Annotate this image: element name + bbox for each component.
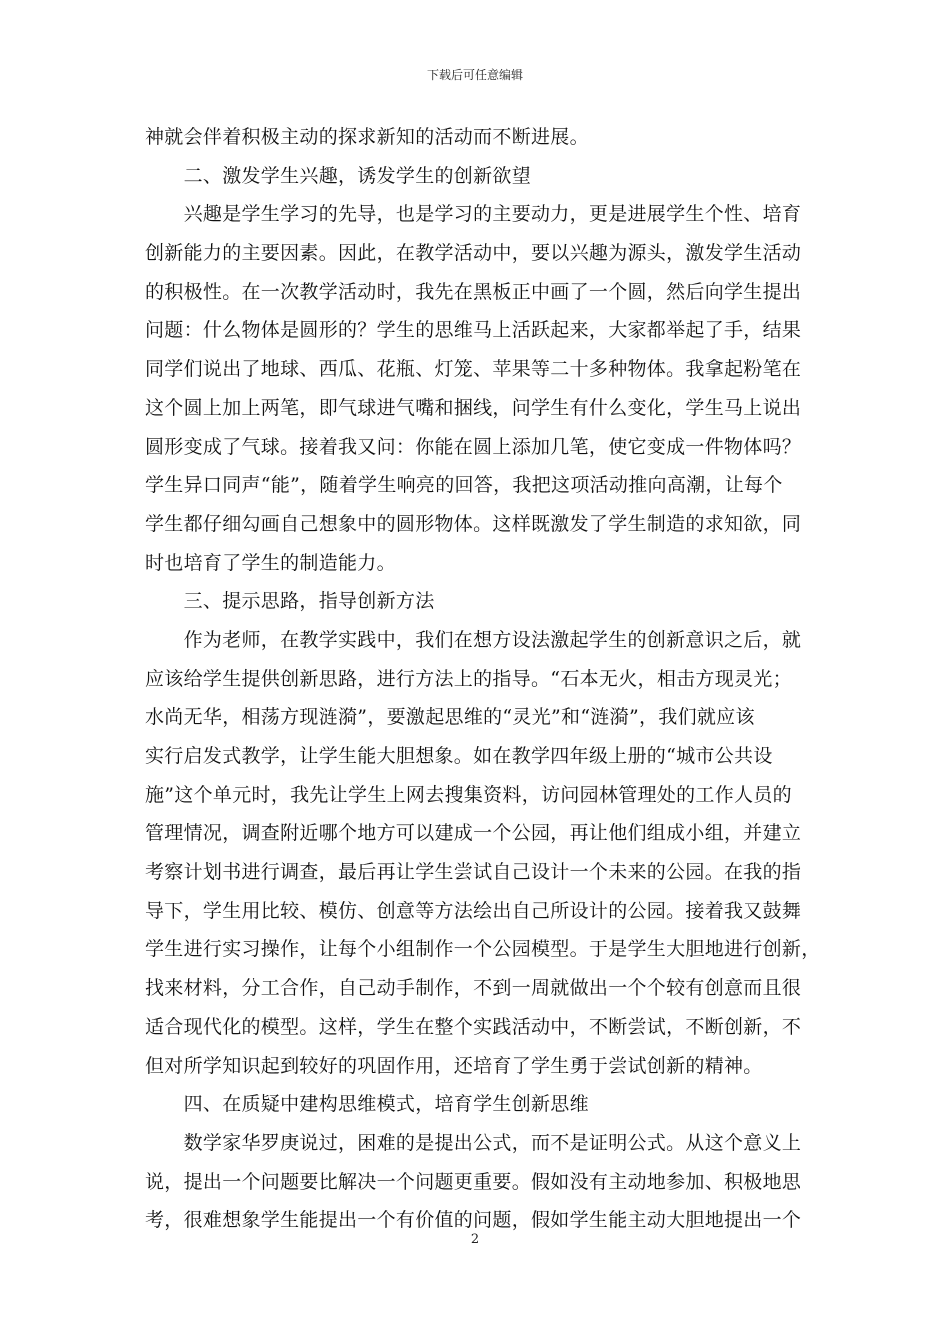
text-line: 水尚无华，相荡方现涟漪”，要激起思维的“灵光”和“涟漪”，我们就应该 xyxy=(145,706,755,729)
text-line: 的积极性。在一次教学活动时，我先在黑板正中画了一个圆，然后向学生提出 xyxy=(145,280,802,303)
text-line: 创新能力的主要因素。因此，在教学活动中，要以兴趣为源头，激发学生活动 xyxy=(145,242,802,265)
text-line: 学生都仔细勾画自己想象中的圆形物体。这样既激发了学生制造的求知欲，同 xyxy=(145,512,802,535)
text-line: 学生进行实习操作，让每个小组制作一个公园模型。于是学生大胆地进行创新， xyxy=(145,938,821,961)
text-line: 应该给学生提供创新思路，进行方法上的指导。“石本无火，相击方现灵光； xyxy=(145,667,792,690)
text-line: 问题：什么物体是圆形的？学生的思维马上活跃起来，大家都举起了手，结果 xyxy=(145,319,802,342)
page-number: 2 xyxy=(470,1232,480,1247)
text-line: 四、在质疑中建构思维模式，培育学生创新思维 xyxy=(145,1093,589,1116)
text-line: 施”这个单元时，我先让学生上网去搜集资料，访问园林管理处的工作人员的 xyxy=(145,783,792,806)
text-line: 考察计划书进行调查，最后再让学生尝试自己设计一个未来的公园。在我的指 xyxy=(145,861,802,884)
text-line: 考，很难想象学生能提出一个有价值的问题，假如学生能主动大胆地提出一个 xyxy=(145,1209,802,1232)
text-line: 实行启发式教学，让学生能大胆想象。如在教学四年级上册的“城市公共设 xyxy=(145,745,773,767)
text-line: 导下，学生用比较、模仿、创意等方法绘出自己所设计的公园。接着我又鼓舞 xyxy=(145,899,802,922)
text-line: 适合现代化的模型。这样，学生在整个实践活动中，不断尝试，不断创新，不 xyxy=(145,1015,802,1038)
text-line: 找来材料，分工合作，自己动手制作，不到一周就做出一个个较有创意而且很 xyxy=(145,977,802,1000)
text-line: 圆形变成了气球。接着我又问：你能在圆上添加几笔，使它变成一件物体吗？ xyxy=(145,435,802,458)
text-line: 学生异口同声“能”，随着学生响亮的回答，我把这项活动推向高潮，让每个 xyxy=(145,474,783,497)
text-line: 但对所学知识起到较好的巩固作用，还培育了学生勇于尝试创新的精神。 xyxy=(145,1054,763,1077)
text-line: 作为老师，在教学实践中，我们在想方设法激起学生的创新意识之后，就 xyxy=(145,628,802,651)
text-line: 同学们说出了地球、西瓜、花瓶、灯笼、苹果等二十多种物体。我拿起粉笔在 xyxy=(145,358,802,381)
text-line: 二、激发学生兴趣，诱发学生的创新欲望 xyxy=(145,164,532,187)
text-line: 神就会伴着积极主动的探求新知的活动而不断进展。 xyxy=(145,126,589,148)
text-line: 三、提示思路，指导创新方法 xyxy=(145,590,435,613)
text-line: 兴趣是学生学习的先导，也是学习的主要动力，更是进展学生个性、培育 xyxy=(145,203,802,226)
text-line: 时也培育了学生的制造能力。 xyxy=(145,551,396,574)
text-line: 说，提出一个问题要比解决一个问题更重要。假如没有主动地参加、积极地思 xyxy=(145,1170,802,1193)
document-body xyxy=(145,118,821,1240)
text-line: 管理情况，调查附近哪个地方可以建成一个公园，再让他们组成小组，并建立 xyxy=(145,822,802,845)
text-line: 这个圆上加上两笔，即气球进气嘴和捆线，问学生有什么变化，学生马上说出 xyxy=(145,396,802,419)
text-line: 数学家华罗庚说过，困难的是提出公式，而不是证明公式。从这个意义上 xyxy=(145,1131,802,1154)
page-header: 下载后可任意编辑 xyxy=(426,68,523,82)
